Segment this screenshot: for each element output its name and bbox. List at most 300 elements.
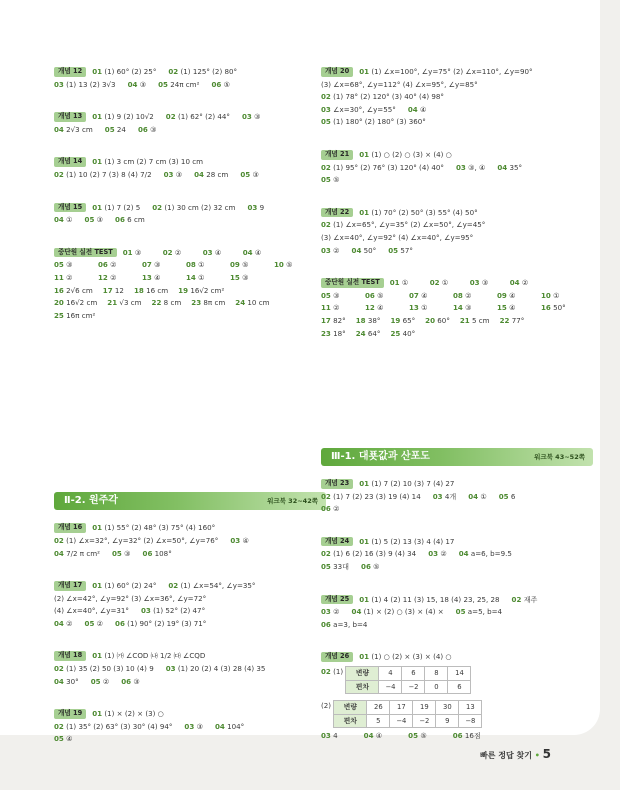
answer-line xyxy=(321,606,593,619)
item-answer: 35° xyxy=(509,162,523,172)
answer-item xyxy=(428,548,447,561)
item-answer: ② xyxy=(66,618,73,628)
concept-tag: 개념 21 xyxy=(321,150,353,160)
item-number: 03 xyxy=(321,104,331,114)
item-number: 03 xyxy=(432,491,443,501)
answer-line xyxy=(54,285,326,298)
item-answer: 82° xyxy=(333,315,346,325)
item-number: 06 xyxy=(321,504,331,514)
item-answer: (1) 35 (2) 50 (3) 10 (4) 9 xyxy=(66,664,154,674)
item-number: 01 xyxy=(92,651,103,661)
item-number: 01 xyxy=(359,67,370,76)
item-answer: 57° xyxy=(400,245,413,255)
answer-item xyxy=(54,618,73,631)
answer-item xyxy=(453,730,481,743)
item-number: 02 xyxy=(429,278,440,288)
item-number: 05 xyxy=(240,169,251,179)
answer-item xyxy=(321,619,367,632)
answer-item xyxy=(453,290,497,303)
item-answer: ③ xyxy=(154,260,161,270)
concept-tag: 개념 12 xyxy=(54,67,86,77)
answer-line xyxy=(321,174,593,187)
answer-item xyxy=(321,503,340,516)
item-answer: (1) ○ (2) ○ (3) × (4) ○ xyxy=(371,149,452,159)
item-answer: ③ xyxy=(124,548,131,558)
item-number: 02 xyxy=(321,667,331,677)
answer-item xyxy=(54,310,95,323)
item-number: 06 xyxy=(452,731,463,741)
table-header: 편차 xyxy=(346,680,379,694)
table-header: 변량 xyxy=(346,667,379,681)
answer-line xyxy=(54,156,326,169)
item-answer: 5 cm xyxy=(472,315,490,325)
answer-item xyxy=(121,676,140,689)
answer-item xyxy=(321,245,340,258)
part-label: (1) xyxy=(333,667,344,677)
answer-item xyxy=(359,66,532,79)
item-number: 02 xyxy=(165,112,176,122)
item-number: 01 xyxy=(92,112,103,122)
item-answer: (1) 7 (2) 10 (3) 7 (4) 27 xyxy=(371,479,455,489)
item-answer: ④ xyxy=(421,290,428,300)
answer-item xyxy=(359,207,477,220)
answer-item xyxy=(92,111,154,124)
item-number: 01 xyxy=(122,247,133,257)
item-number: 01 xyxy=(359,207,370,217)
answer-item xyxy=(152,297,182,310)
answer-line xyxy=(54,548,326,561)
answer-item xyxy=(274,259,318,272)
item-number: 03 xyxy=(428,549,439,559)
answer-item xyxy=(166,111,230,124)
answer-item xyxy=(356,328,381,341)
answer-item xyxy=(54,297,97,310)
concept-tag: 개념 25 xyxy=(321,595,353,605)
answer-item xyxy=(235,297,269,310)
workbook-range: 워크북 32~42쪽 xyxy=(267,497,318,506)
item-number: 05 xyxy=(90,676,101,686)
item-number: 06 xyxy=(137,124,148,134)
page-number: 5 xyxy=(542,747,552,761)
item-answer: 재주 xyxy=(523,594,538,604)
concept-tag: 개념 15 xyxy=(54,203,86,213)
variance-table-2 xyxy=(333,700,482,728)
table-cell: 26 xyxy=(367,701,390,715)
item-number: 03 xyxy=(163,169,174,179)
answer-line xyxy=(321,149,593,162)
item-number: 02 xyxy=(321,549,331,559)
item-number: 02 xyxy=(54,169,64,179)
answer-item xyxy=(105,124,126,137)
concept-block xyxy=(321,594,593,632)
answer-line xyxy=(54,618,326,631)
answer-item xyxy=(186,272,230,285)
item-number: 23 xyxy=(191,298,202,308)
item-answer: (1) 90° (2) 19° (3) 71° xyxy=(127,618,207,628)
answer-item xyxy=(138,124,157,137)
item-answer: 16√2 cm² xyxy=(190,285,225,295)
answer-item xyxy=(163,247,203,260)
item-answer: (1) 55° (2) 48° (3) 75° (4) 160° xyxy=(104,523,216,533)
item-number: 06 xyxy=(121,676,132,686)
item-answer: 7/2 π cm² xyxy=(66,548,100,558)
item-answer: ④ xyxy=(66,734,73,744)
answer-line xyxy=(321,79,593,92)
answer-item xyxy=(365,302,409,315)
concept-tag: 개념 19 xyxy=(54,709,86,719)
item-answer: 16π cm² xyxy=(66,310,96,320)
item-answer: ③ xyxy=(254,112,261,122)
answer-item xyxy=(54,124,93,137)
item-number: 05 xyxy=(321,562,331,572)
item-number: 02 xyxy=(54,721,64,731)
page-footer xyxy=(480,747,551,761)
answer-item xyxy=(321,219,485,232)
item-number: 06 xyxy=(211,79,222,89)
answer-item xyxy=(321,315,346,328)
concept-tag: 개념 17 xyxy=(54,581,86,591)
item-answer: √3 cm xyxy=(119,298,142,308)
answer-line xyxy=(321,91,593,104)
answer-item xyxy=(54,79,116,92)
item-answer: (1) 70° (2) 50° (3) 55° (4) 50° xyxy=(371,207,478,217)
item-answer: (1) × (2) ○ (3) × (4) × xyxy=(363,607,444,617)
answer-item xyxy=(168,580,255,593)
table-cell: 9 xyxy=(436,714,459,728)
answer-item xyxy=(54,663,154,676)
answer-line xyxy=(54,111,326,124)
answer-item xyxy=(158,79,199,92)
item-number: 01 xyxy=(92,709,103,719)
item-number: 02 xyxy=(162,247,173,257)
item-number: 21 xyxy=(107,298,118,308)
footer-label: 빠른 정답 찾기 xyxy=(480,751,532,760)
answer-item xyxy=(112,548,131,561)
section-title: Ⅱ-2. 원주각 xyxy=(64,495,118,507)
item-number: 03 xyxy=(455,162,466,172)
answer-item xyxy=(321,91,444,104)
item-answer: (2) ∠x=42°, ∠y=92° (3) ∠x=36°, ∠y=72° xyxy=(54,593,207,603)
answer-line xyxy=(321,290,593,303)
item-number: 01 xyxy=(92,202,103,212)
item-answer: 12 xyxy=(114,285,124,295)
item-answer: (1) 20 (2) 4 (3) 28 (4) 35 xyxy=(177,664,266,674)
item-answer: ③ xyxy=(481,278,489,288)
answer-line xyxy=(54,535,326,548)
answer-item xyxy=(321,491,421,504)
table-cell: 19 xyxy=(413,701,436,715)
concept-block xyxy=(54,580,326,630)
table-header: 변량 xyxy=(334,701,367,715)
item-number: 05 xyxy=(321,117,331,127)
item-number: 12 xyxy=(98,272,108,282)
item-answer: ③ xyxy=(66,260,73,270)
answer-line xyxy=(321,536,593,549)
answer-item xyxy=(352,245,377,258)
item-answer: 33대 xyxy=(333,562,350,572)
item-number: 13 xyxy=(142,272,152,282)
item-number: 21 xyxy=(459,315,470,325)
item-answer: 64° xyxy=(367,328,381,338)
answer-line xyxy=(321,162,593,175)
item-number: 13 xyxy=(409,303,419,313)
item-answer: (1) 95° (2) 76° (3) 120° (4) 40° xyxy=(333,162,444,172)
item-answer: 50° xyxy=(553,303,566,313)
item-answer: ① xyxy=(421,303,428,313)
item-answer: a=6, b=9.5 xyxy=(470,549,512,559)
test-block-left xyxy=(54,247,326,323)
item-number: 17 xyxy=(321,315,331,325)
item-answer: ⑤ xyxy=(242,260,249,270)
answer-item xyxy=(54,535,218,548)
item-answer: 60° xyxy=(437,315,450,325)
item-answer: 24π cm² xyxy=(170,79,200,89)
answer-item xyxy=(321,328,346,341)
item-answer: 16점 xyxy=(464,731,481,741)
item-answer: ⑤ xyxy=(420,731,427,741)
item-number: 16 xyxy=(541,303,551,313)
item-number: 04 xyxy=(194,169,204,179)
item-number: 22 xyxy=(151,298,162,308)
answer-item xyxy=(152,202,235,215)
answer-line xyxy=(321,116,593,129)
answer-item xyxy=(92,708,164,721)
answer-line xyxy=(321,302,593,315)
answer-item xyxy=(359,594,499,607)
item-answer: ③, ④ xyxy=(468,162,486,172)
item-answer: ③ xyxy=(139,79,147,89)
item-answer: ① xyxy=(441,278,449,288)
item-answer: (1) 60° (2) 25° xyxy=(104,67,157,76)
item-number: 25 xyxy=(54,310,64,320)
answer-line xyxy=(54,708,326,721)
answer-item xyxy=(497,302,541,315)
item-number: 08 xyxy=(453,290,463,300)
item-number: 04 xyxy=(407,104,418,114)
concept-block xyxy=(321,207,593,257)
answer-line xyxy=(54,733,326,746)
item-answer: (1) 78° (2) 120° (3) 40° (4) 98° xyxy=(333,92,444,102)
answer-line xyxy=(54,650,326,663)
answer-item xyxy=(242,111,261,124)
concept-block xyxy=(54,522,326,560)
answer-item xyxy=(54,733,73,746)
item-number: 02 xyxy=(321,92,331,102)
answer-item xyxy=(497,162,522,175)
answer-item xyxy=(103,285,124,298)
answer-item xyxy=(164,169,183,182)
item-number: 04 xyxy=(351,245,362,255)
item-number: 14 xyxy=(453,303,463,313)
item-answer: ③ xyxy=(196,721,203,731)
answer-line xyxy=(54,259,326,272)
answer-item xyxy=(321,104,396,117)
concept-block-26 xyxy=(321,651,593,742)
answer-item xyxy=(92,202,140,215)
answer-line xyxy=(54,676,326,689)
table-cell: 8 xyxy=(425,667,448,681)
item-answer: ② xyxy=(440,549,447,559)
item-number: 20 xyxy=(425,315,436,325)
concept-block xyxy=(54,650,326,688)
answer-item xyxy=(321,116,426,129)
table-cell: 6 xyxy=(448,680,471,694)
answer-line xyxy=(54,66,326,79)
item-answer: (1) ㈎ ∠COD ㈏ 1/2 ㈐ ∠CQD xyxy=(104,651,206,661)
item-answer: ② xyxy=(66,272,73,282)
item-number: 01 xyxy=(92,523,103,533)
table-cell: 17 xyxy=(390,701,413,715)
item-number: 03 xyxy=(241,112,252,122)
answer-item xyxy=(85,214,104,227)
item-number: 04 xyxy=(54,618,64,628)
item-answer: ④ xyxy=(509,290,516,300)
answer-item xyxy=(459,548,512,561)
item-number: 10 xyxy=(541,290,551,300)
item-number: 05 xyxy=(54,734,64,744)
answer-line xyxy=(54,580,326,593)
answer-item xyxy=(321,561,349,574)
item-answer: 2√3 cm xyxy=(66,124,93,134)
item-answer: ② xyxy=(96,618,104,628)
concept-block xyxy=(54,708,326,746)
section-title: Ⅲ-1. 대푯값과 산포도 xyxy=(331,451,430,463)
answer-item xyxy=(388,245,413,258)
answer-item xyxy=(54,272,98,285)
item-number: 01 xyxy=(389,278,400,288)
answer-line xyxy=(54,79,326,92)
concept-block xyxy=(54,202,326,227)
concept-tag: 개념 16 xyxy=(54,523,86,533)
item-number: 03 xyxy=(54,79,64,89)
item-answer: 108° xyxy=(154,548,172,558)
answer-item xyxy=(499,491,516,504)
answer-item xyxy=(425,315,450,328)
answer-item xyxy=(321,302,365,315)
item-number: 16 xyxy=(54,285,64,295)
item-answer: ② xyxy=(110,272,117,282)
table-cell: 13 xyxy=(459,701,482,715)
answer-item xyxy=(54,214,73,227)
table-cell: −8 xyxy=(459,714,482,728)
item-answer: ③ xyxy=(133,676,140,686)
concept-block xyxy=(54,66,326,91)
item-answer: ① xyxy=(198,260,205,270)
answer-line xyxy=(321,232,593,245)
item-number: 01 xyxy=(92,67,103,76)
concept-tag: 개념 14 xyxy=(54,157,86,167)
item-number: 04 xyxy=(458,549,469,559)
item-answer: 38° xyxy=(367,315,381,325)
answer-line xyxy=(321,245,593,258)
workbook-range: 워크북 43~52쪽 xyxy=(534,453,585,462)
concept-block xyxy=(321,66,593,129)
item-answer: ③ xyxy=(134,247,142,257)
item-number: 06 xyxy=(365,290,375,300)
item-number: 02 xyxy=(321,220,331,230)
answer-line xyxy=(321,548,593,561)
item-number: 22 xyxy=(499,315,510,325)
answer-item xyxy=(191,297,225,310)
answer-line xyxy=(54,169,326,182)
answer-item xyxy=(203,247,243,260)
answer-item xyxy=(408,730,427,743)
answer-line xyxy=(321,619,593,632)
part-label: (2) xyxy=(321,701,332,711)
item-number: 06 xyxy=(142,548,153,558)
item-answer: (1) 60° (2) 24° xyxy=(104,581,157,591)
answer-line xyxy=(321,315,593,328)
item-answer: ⑤ xyxy=(286,260,293,270)
answer-item xyxy=(510,277,550,290)
item-answer: ④ xyxy=(154,272,161,282)
answer-line xyxy=(321,66,593,79)
item-number: 02 xyxy=(321,491,331,501)
answer-item xyxy=(500,315,525,328)
item-number: 04 xyxy=(54,676,64,686)
item-number: 06 xyxy=(321,619,331,629)
answer-item xyxy=(92,66,156,79)
answer-item xyxy=(390,315,415,328)
concept-tag: 개념 18 xyxy=(54,651,86,661)
answer-line xyxy=(321,328,593,341)
answer-item xyxy=(243,247,283,260)
answer-item xyxy=(321,79,478,92)
answer-item xyxy=(321,162,444,175)
item-number: 24 xyxy=(235,298,246,308)
answer-item xyxy=(92,650,205,663)
answer-item xyxy=(115,618,206,631)
item-answer: ③ xyxy=(175,169,183,179)
answer-item xyxy=(54,593,206,606)
item-answer: 40° xyxy=(402,328,416,338)
answer-item xyxy=(359,536,454,549)
concept-tag: 개념 13 xyxy=(54,112,86,122)
item-number: 03 xyxy=(321,245,331,255)
item-answer: ① xyxy=(401,278,409,288)
item-answer: (1) 30 cm (2) 32 cm xyxy=(164,202,236,212)
table-cell: 30 xyxy=(436,701,459,715)
item-answer: ① xyxy=(553,290,560,300)
item-number: 10 xyxy=(274,260,284,270)
item-number: 06 xyxy=(115,215,125,225)
table-cell: 14 xyxy=(448,667,471,681)
item-number: 03 xyxy=(202,247,213,257)
item-answer: ∠x=30°, ∠y=55° xyxy=(333,104,396,114)
item-answer: (1) 5 (2) 13 (3) 4 (4) 17 xyxy=(371,536,455,546)
item-number: 11 xyxy=(54,272,64,282)
item-answer: ② xyxy=(110,260,117,270)
item-answer: 6 xyxy=(510,491,516,501)
item-answer: (1) 7 (2) 23 (3) 19 (4) 14 xyxy=(333,491,421,501)
answer-line xyxy=(54,663,326,676)
answer-item xyxy=(186,259,230,272)
item-number: 12 xyxy=(365,303,375,313)
item-number: 05 xyxy=(388,245,399,255)
concept-block xyxy=(321,149,593,187)
table-cell: −4 xyxy=(379,680,402,694)
left-column xyxy=(54,66,326,766)
item-number: 01 xyxy=(359,479,370,489)
test-tag: 중단원 실전 TEST xyxy=(321,278,384,288)
answer-item xyxy=(247,202,264,215)
answer-item xyxy=(91,676,110,689)
answer-line xyxy=(54,124,326,137)
item-number: 15 xyxy=(497,303,507,313)
answer-line xyxy=(321,104,593,117)
answer-item xyxy=(141,605,205,618)
item-number: 05 xyxy=(104,124,115,134)
